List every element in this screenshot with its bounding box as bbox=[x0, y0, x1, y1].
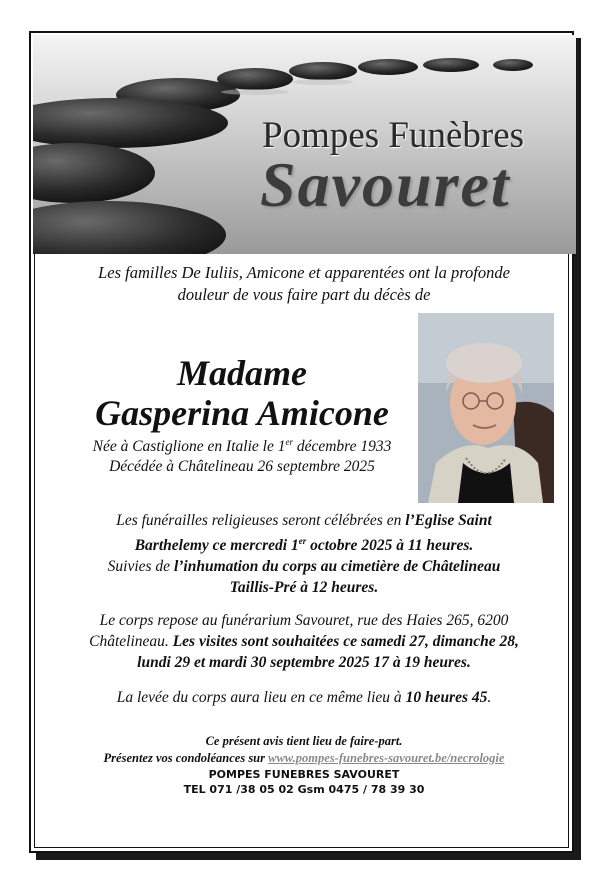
intro-text bbox=[62, 262, 546, 306]
company-name: POMPES FUNEBRES SAVOURET bbox=[208, 768, 400, 781]
birth-prefix: Née à Castiglione en Italie le 1 bbox=[92, 438, 286, 456]
honorific: Madame bbox=[177, 353, 307, 393]
funeral-paragraph bbox=[62, 510, 546, 598]
funeral-time: octobre 2025 à 11 heures. bbox=[306, 537, 474, 555]
death-info: Décédée à Châtelineau 26 septembre 2025 bbox=[109, 458, 375, 475]
condolences-line bbox=[62, 751, 546, 766]
condolences-prefix: Présentez vos condoléances sur bbox=[103, 751, 269, 765]
deceased-name: Gasperina Amicone bbox=[95, 393, 389, 433]
portrait-image bbox=[418, 313, 554, 503]
funeral-date: Barthelemy ce mercredi 1 bbox=[134, 537, 299, 555]
birth-sup: er bbox=[285, 437, 293, 447]
deceased-portrait bbox=[418, 313, 554, 503]
birth-info bbox=[62, 437, 422, 456]
levee-text: La levée du corps aura lieu en ce même lieu à bbox=[116, 689, 406, 706]
notice-text: Ce présent avis tient lieu de faire-part. bbox=[205, 734, 403, 748]
burial-text: Suivies de bbox=[107, 558, 174, 576]
intro-line: douleur de vous faire part du décès de bbox=[177, 285, 431, 304]
burial-time: Taillis-Pré à 12 heures. bbox=[229, 579, 379, 597]
levee-time: 10 heures 45 bbox=[405, 689, 488, 706]
funeral-church: l’Eglise Saint bbox=[405, 512, 492, 529]
funeral-date-sup: er bbox=[298, 536, 307, 546]
visits-dates: lundi 29 et mardi 30 septembre 2025 17 à 19 heures. bbox=[137, 654, 471, 671]
levee-paragraph bbox=[62, 687, 546, 708]
brand-title-line2: Savouret bbox=[260, 149, 511, 220]
rest-address: Le corps repose au funérarium Savouret, rue des Haies 265, 6200 bbox=[99, 612, 509, 629]
burial-place: l’inhumation du corps au cimetière de Châtelineau bbox=[173, 558, 501, 576]
rest-paragraph bbox=[62, 610, 546, 673]
rest-city: Châtelineau. bbox=[89, 633, 173, 650]
brand-title-line1: Pompes Funèbres bbox=[262, 115, 525, 156]
funeral-text: Les funérailles religieuses seront célébrées en bbox=[116, 512, 406, 529]
condolences-link[interactable]: www.pompes-funebres-savouret.be/necrologie bbox=[268, 751, 505, 765]
intro-line: Les familles De Iuliis, Amicone et apparentées ont la profonde bbox=[98, 263, 510, 282]
levee-period: . bbox=[487, 689, 492, 706]
birth-suffix: décembre 1933 bbox=[292, 438, 392, 456]
company-phone: TEL 071 /38 05 02 Gsm 0475 / 78 39 30 bbox=[183, 783, 425, 796]
visits-text: Les visites sont souhaitées ce samedi 27, dimanche 28, bbox=[172, 633, 519, 650]
